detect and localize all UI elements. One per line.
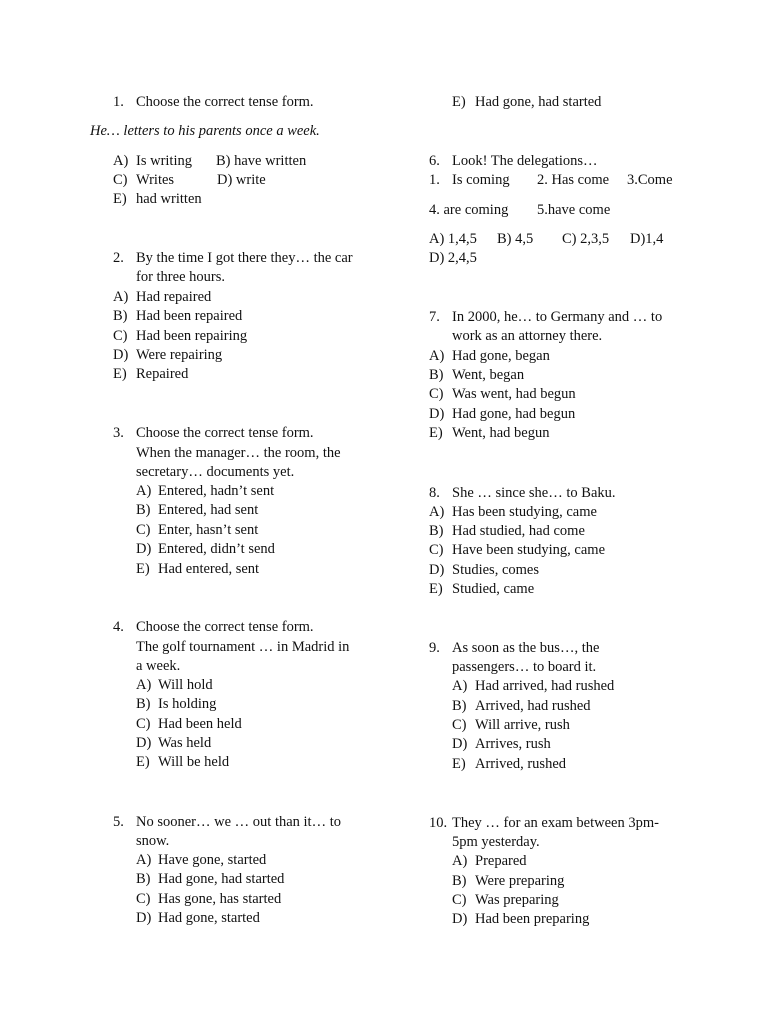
q4-option-a-label: A) bbox=[136, 677, 152, 693]
q10-option-b-label: B) bbox=[452, 873, 467, 889]
q4-stem-line1: Choose the correct tense form. bbox=[136, 619, 314, 635]
q8-number: 8. bbox=[429, 485, 440, 501]
q3-option-c-label: C) bbox=[136, 522, 151, 538]
q9-option-c-label: C) bbox=[452, 717, 467, 733]
q3-option-c: Enter, hasn’t sent bbox=[158, 522, 259, 538]
q4-option-c: Had been held bbox=[158, 716, 242, 732]
q10-option-b: Were preparing bbox=[475, 873, 565, 889]
q2-number: 2. bbox=[113, 250, 124, 266]
q1-sentence: He… letters to his parents once a week. bbox=[90, 123, 320, 139]
q5-stem-line1: No sooner… we … out than it… to bbox=[136, 814, 341, 830]
q8-option-a-label: A) bbox=[429, 504, 445, 520]
q2-option-e: Repaired bbox=[136, 366, 189, 382]
q6-answer-c: C) 2,3,5 bbox=[562, 231, 610, 247]
q6-title: Look! The delegations… bbox=[452, 153, 598, 169]
q5-option-a: Have gone, started bbox=[158, 852, 267, 868]
q4-option-e: Will be held bbox=[158, 754, 230, 770]
q3-option-e: Had entered, sent bbox=[158, 561, 260, 577]
q5-option-b-label: B) bbox=[136, 871, 151, 887]
q7-option-a-label: A) bbox=[429, 348, 445, 364]
q6-choice-2: 2. Has come bbox=[537, 172, 610, 188]
q7-option-d-label: D) bbox=[429, 406, 445, 422]
q6-choice-1: Is coming bbox=[452, 172, 510, 188]
q5-option-d: Had gone, started bbox=[158, 910, 260, 926]
q8-option-a: Has been studying, came bbox=[452, 504, 597, 520]
q7-option-c-label: C) bbox=[429, 386, 444, 402]
q9-option-a: Had arrived, had rushed bbox=[475, 678, 615, 694]
q9-option-c: Will arrive, rush bbox=[475, 717, 570, 733]
q6-number: 6. bbox=[429, 153, 440, 169]
q10-stem-line1: They … for an exam between 3pm- bbox=[452, 815, 659, 831]
q9-option-b: Arrived, had rushed bbox=[475, 698, 591, 714]
q10-option-a-label: A) bbox=[452, 853, 468, 869]
q3-option-e-label: E) bbox=[136, 561, 150, 577]
q5-option-c: Has gone, has started bbox=[158, 891, 282, 907]
q6-answer-b: B) 4,5 bbox=[497, 231, 534, 247]
q3-stem-line2: When the manager… the room, the bbox=[136, 445, 341, 461]
q1-option-b: B) have written bbox=[216, 153, 307, 169]
q3-option-d: Entered, didn’t send bbox=[158, 541, 275, 557]
q8-option-d-label: D) bbox=[429, 562, 445, 578]
q4-option-b: Is holding bbox=[158, 696, 217, 712]
q1-option-c-label: C) bbox=[113, 172, 128, 188]
q7-option-e-label: E) bbox=[429, 425, 443, 441]
q4-stem-line3: a week. bbox=[136, 658, 181, 674]
q1-option-e-label: E) bbox=[113, 191, 127, 207]
q5-stem-line2: snow. bbox=[136, 833, 170, 849]
q2-stem-line1: By the time I got there they… the car bbox=[136, 250, 353, 266]
q3-option-a: Entered, hadn’t sent bbox=[158, 483, 275, 499]
q7-number: 7. bbox=[429, 309, 440, 325]
q2-option-a-label: A) bbox=[113, 289, 129, 305]
q7-option-a: Had gone, began bbox=[452, 348, 550, 364]
q9-stem-line1: As soon as the bus…, the bbox=[452, 640, 600, 656]
q1-number: 1. bbox=[113, 94, 124, 110]
q2-option-d-label: D) bbox=[113, 347, 129, 363]
q9-number: 9. bbox=[429, 640, 440, 656]
q1-option-e: had written bbox=[136, 191, 202, 207]
q6-answer-a: A) 1,4,5 bbox=[429, 231, 477, 247]
q2-option-c-label: C) bbox=[113, 328, 128, 344]
q10-number: 10. bbox=[429, 815, 448, 831]
q7-option-b-label: B) bbox=[429, 367, 444, 383]
q10-option-c: Was preparing bbox=[475, 892, 559, 908]
q1-option-d: D) write bbox=[217, 172, 266, 188]
q9-option-e-label: E) bbox=[452, 756, 466, 772]
q4-option-c-label: C) bbox=[136, 716, 151, 732]
q4-number: 4. bbox=[113, 619, 124, 635]
q5-option-c-label: C) bbox=[136, 891, 151, 907]
q8-option-c: Have been studying, came bbox=[452, 542, 606, 558]
q1-title: Choose the correct tense form. bbox=[136, 94, 314, 110]
q9-option-b-label: B) bbox=[452, 698, 467, 714]
q1-option-a: Is writing bbox=[136, 153, 192, 169]
q8-option-e: Studied, came bbox=[452, 581, 535, 597]
q10-option-d-label: D) bbox=[452, 911, 468, 927]
q1-option-a-label: A) bbox=[113, 153, 129, 169]
q2-option-e-label: E) bbox=[113, 366, 127, 382]
q9-option-e: Arrived, rushed bbox=[475, 756, 567, 772]
q5-option-a-label: A) bbox=[136, 852, 152, 868]
q6-choice-5: 5.have come bbox=[537, 202, 611, 218]
q6-answer-d: D)1,4 bbox=[630, 231, 664, 247]
q4-option-d-label: D) bbox=[136, 735, 152, 751]
q3-option-b-label: B) bbox=[136, 502, 151, 518]
q10-stem-line2: 5pm yesterday. bbox=[452, 834, 540, 850]
q4-option-b-label: B) bbox=[136, 696, 151, 712]
q4-option-a: Will hold bbox=[158, 677, 213, 693]
q9-option-d: Arrives, rush bbox=[475, 736, 551, 752]
q8-option-b-label: B) bbox=[429, 523, 444, 539]
q7-option-d: Had gone, had begun bbox=[452, 406, 576, 422]
q4-option-e-label: E) bbox=[136, 754, 150, 770]
q7-option-b: Went, began bbox=[452, 367, 525, 383]
q9-stem-line2: passengers… to board it. bbox=[452, 659, 597, 675]
q8-option-e-label: E) bbox=[429, 581, 443, 597]
q6-choice-3: 3.Come bbox=[627, 172, 673, 188]
q6-answer-e: D) 2,4,5 bbox=[429, 250, 477, 266]
q10-option-c-label: C) bbox=[452, 892, 467, 908]
q2-option-a: Had repaired bbox=[136, 289, 212, 305]
q7-stem-line1: In 2000, he… to Germany and … to bbox=[452, 309, 663, 325]
q8-option-d: Studies, comes bbox=[452, 562, 539, 578]
q5-option-e-label: E) bbox=[452, 94, 466, 110]
q9-option-d-label: D) bbox=[452, 736, 468, 752]
q2-option-d: Were repairing bbox=[136, 347, 223, 363]
q2-option-b: Had been repaired bbox=[136, 308, 243, 324]
q7-option-e: Went, had begun bbox=[452, 425, 550, 441]
q2-option-c: Had been repairing bbox=[136, 328, 248, 344]
q5-option-e: Had gone, had started bbox=[475, 94, 602, 110]
q3-option-a-label: A) bbox=[136, 483, 152, 499]
q8-stem-line1: She … since she… to Baku. bbox=[452, 485, 616, 501]
q9-option-a-label: A) bbox=[452, 678, 468, 694]
q3-stem-line3: secretary… documents yet. bbox=[136, 464, 295, 480]
q3-number: 3. bbox=[113, 425, 124, 441]
q3-option-d-label: D) bbox=[136, 541, 152, 557]
q10-option-a: Prepared bbox=[475, 853, 527, 869]
q8-option-c-label: C) bbox=[429, 542, 444, 558]
q3-stem-line1: Choose the correct tense form. bbox=[136, 425, 314, 441]
q3-option-b: Entered, had sent bbox=[158, 502, 259, 518]
q2-option-b-label: B) bbox=[113, 308, 128, 324]
q6-choice-1-number: 1. bbox=[429, 172, 440, 188]
q8-option-b: Had studied, had come bbox=[452, 523, 585, 539]
q5-number: 5. bbox=[113, 814, 124, 830]
q4-option-d: Was held bbox=[158, 735, 212, 751]
q2-stem-line2: for three hours. bbox=[136, 269, 225, 285]
q7-option-c: Was went, had begun bbox=[452, 386, 576, 402]
q10-option-d: Had been preparing bbox=[475, 911, 590, 927]
q7-stem-line2: work as an attorney there. bbox=[452, 328, 603, 344]
q6-choice-4: 4. are coming bbox=[429, 202, 509, 218]
q1-option-c: Writes bbox=[136, 172, 175, 188]
q5-option-b: Had gone, had started bbox=[158, 871, 285, 887]
q5-option-d-label: D) bbox=[136, 910, 152, 926]
q4-stem-line2: The golf tournament … in Madrid in bbox=[136, 639, 350, 655]
